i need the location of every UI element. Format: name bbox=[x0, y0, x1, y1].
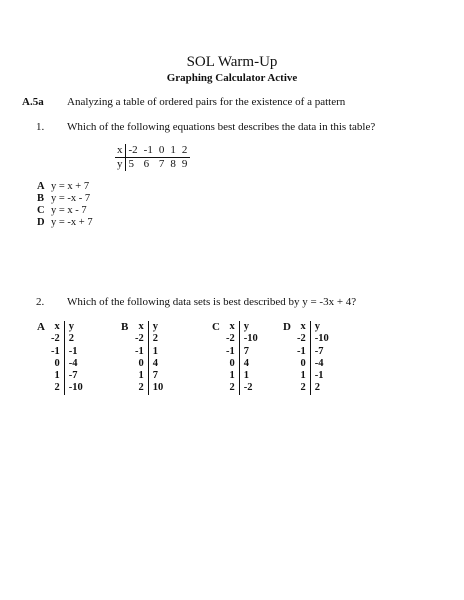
q2-choice-b-table bbox=[135, 321, 163, 395]
choice-text: y = x + 7 bbox=[51, 181, 90, 192]
table-cell: 4 bbox=[152, 357, 158, 369]
table-cell: 0 bbox=[156, 144, 168, 158]
table-cell: 2 bbox=[51, 382, 64, 394]
question-1-number: 1. bbox=[36, 121, 45, 133]
table-header: y bbox=[314, 321, 320, 332]
table-cell: -1 bbox=[135, 346, 148, 358]
choice-text: y = -x + 7 bbox=[51, 217, 93, 228]
table-cell: -10 bbox=[68, 382, 83, 394]
table-cell: 1 bbox=[297, 370, 310, 382]
table-cell: 7 bbox=[158, 158, 165, 170]
table-cell: -1 bbox=[68, 345, 78, 357]
table-cell: -7 bbox=[68, 370, 78, 382]
table-cell: 2 bbox=[226, 382, 239, 394]
table-header: y bbox=[152, 321, 158, 332]
choice-letter: A bbox=[37, 321, 45, 333]
table-cell: -1 bbox=[314, 370, 324, 382]
table-cell: 8 bbox=[170, 158, 176, 170]
table-header: y bbox=[243, 321, 249, 332]
table-cell: 2 bbox=[152, 333, 158, 345]
table-cell: -10 bbox=[314, 333, 329, 345]
table-cell: 2 bbox=[314, 382, 320, 394]
choice-letter: D bbox=[37, 217, 45, 228]
table-cell: -2 bbox=[135, 333, 148, 345]
q2-choice-d-table bbox=[297, 321, 329, 395]
table-cell: -2 bbox=[243, 382, 253, 394]
page-subtitle: Graphing Calculator Active bbox=[166, 72, 298, 84]
choice-d[interactable] bbox=[37, 217, 93, 229]
choice-letter: C bbox=[37, 205, 45, 216]
choice-letter: B bbox=[121, 321, 129, 333]
table-cell: -2 bbox=[51, 333, 64, 345]
choice-letter: A bbox=[37, 181, 45, 192]
question-1-table bbox=[115, 144, 190, 171]
table-header: y bbox=[68, 321, 74, 332]
table-header: x bbox=[297, 321, 310, 333]
table-cell: -2 bbox=[125, 144, 141, 158]
table-x-label: x bbox=[115, 144, 125, 158]
standard-code: A.5a bbox=[22, 96, 44, 108]
table-cell: 2 bbox=[135, 382, 148, 394]
table-cell: -1 bbox=[226, 346, 239, 358]
table-header: x bbox=[226, 321, 239, 333]
table-cell: 2 bbox=[297, 382, 310, 394]
choice-a[interactable] bbox=[37, 181, 93, 193]
page-title: SOL Warm-Up bbox=[186, 54, 278, 70]
table-cell: 2 bbox=[179, 144, 191, 158]
choice-c[interactable] bbox=[37, 205, 93, 217]
table-cell: 6 bbox=[143, 158, 150, 170]
choice-letter: D bbox=[283, 321, 291, 333]
table-header: x bbox=[135, 321, 148, 333]
table-cell: -1 bbox=[297, 346, 310, 358]
q2-choice-c-table bbox=[226, 321, 258, 395]
table-cell: 10 bbox=[152, 382, 164, 394]
table-cell: -10 bbox=[243, 333, 258, 345]
table-cell: 0 bbox=[297, 358, 310, 370]
table-cell: 7 bbox=[243, 345, 249, 357]
choice-text: y = -x - 7 bbox=[51, 193, 91, 204]
table-cell: -2 bbox=[297, 333, 310, 345]
table-cell: 1 bbox=[243, 370, 249, 382]
table-cell: 7 bbox=[152, 370, 158, 382]
table-header: x bbox=[51, 321, 64, 333]
choice-letter: B bbox=[37, 193, 45, 204]
table-cell: -4 bbox=[68, 357, 78, 369]
choice-b[interactable] bbox=[37, 193, 93, 205]
table-cell: 4 bbox=[243, 357, 249, 369]
table-cell: 2 bbox=[68, 333, 74, 345]
table-cell: 1 bbox=[152, 345, 158, 357]
q2-choice-a-table bbox=[51, 321, 83, 395]
table-cell: -2 bbox=[226, 333, 239, 345]
table-cell: 5 bbox=[128, 158, 134, 170]
table-cell: 1 bbox=[226, 370, 239, 382]
table-cell: -4 bbox=[314, 357, 324, 369]
table-cell: 0 bbox=[226, 358, 239, 370]
choice-text: y = x - 7 bbox=[51, 205, 87, 216]
table-cell: 0 bbox=[51, 358, 64, 370]
table-cell: 1 bbox=[51, 370, 64, 382]
table-cell: -1 bbox=[141, 144, 156, 158]
question-2-number: 2. bbox=[36, 296, 45, 308]
table-cell: 1 bbox=[167, 144, 179, 158]
table-cell: 0 bbox=[135, 358, 148, 370]
table-y-label: y bbox=[115, 158, 125, 172]
standard-description: Analyzing a table of ordered pairs for the existence of a pattern bbox=[67, 96, 346, 108]
table-cell: 9 bbox=[181, 158, 188, 170]
question-1-choices bbox=[37, 181, 93, 229]
table-cell: 1 bbox=[135, 370, 148, 382]
table-cell: -7 bbox=[314, 345, 324, 357]
choice-letter: C bbox=[212, 321, 220, 333]
question-1-text: Which of the following equations best describes the data in this table? bbox=[67, 121, 376, 133]
table-cell: -1 bbox=[51, 346, 64, 358]
question-2-text: Which of the following data sets is best described by y = -3x + 4? bbox=[67, 296, 357, 308]
